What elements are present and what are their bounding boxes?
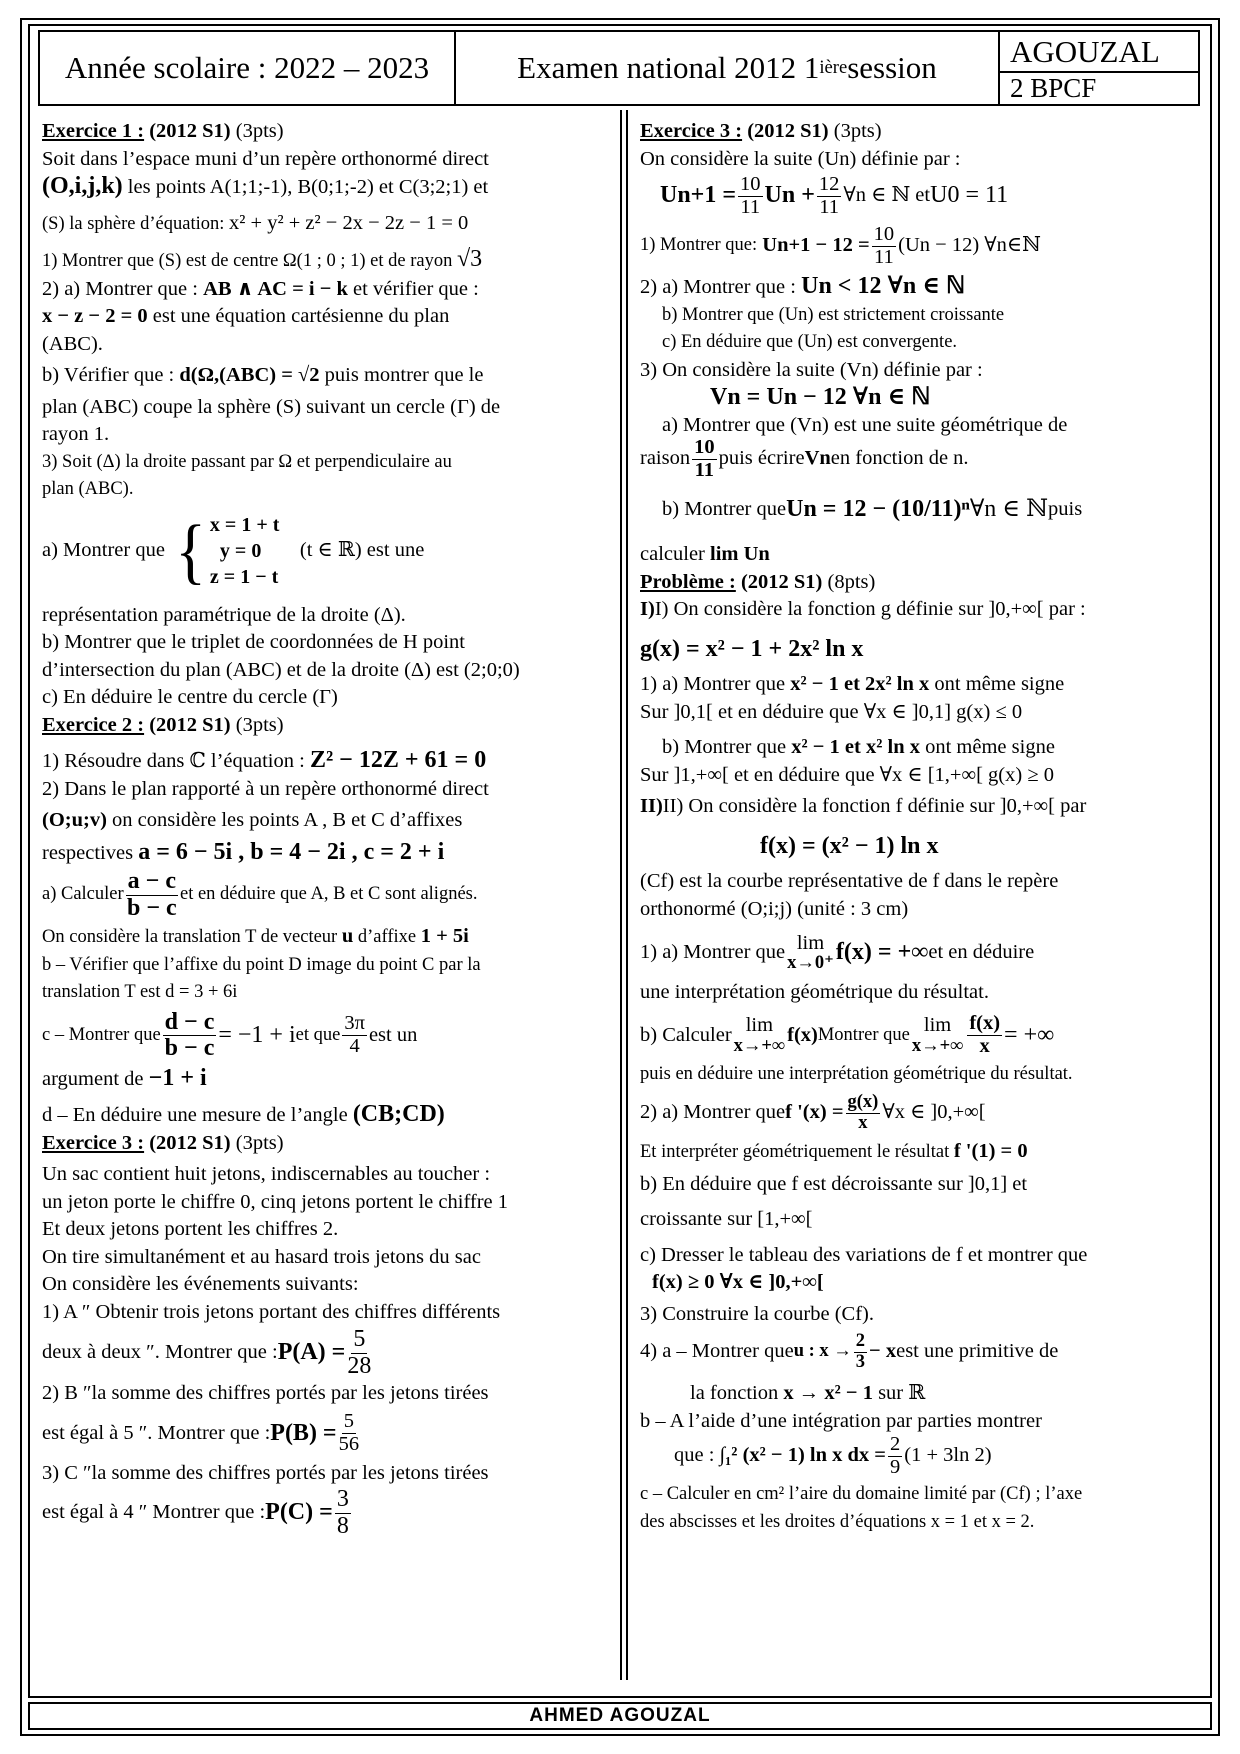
text-line: rayon 1. (42, 423, 110, 445)
text-line: 1) a) Montrer que lim x→0⁺ f(x) = +∞ et en déduire (640, 931, 1035, 974)
text-line: d – En déduire une mesure de l’angle (CB;CD) (42, 1101, 445, 1127)
text-line: 2) a) Montrer que : AB ∧ AC = i − k et vérifier que : (42, 277, 479, 300)
text-line: 1) Résoudre dans ℂ l’équation : Z² − 12Z + 61 = 0 (42, 747, 487, 773)
text-line: d’intersection du plan (ABC) et de la droite (Δ) est (2;0;0) (42, 658, 520, 681)
text-line: 1) a) Montrer que x² − 1 et 2x² ln x ont même signe (640, 673, 1065, 695)
text-line: b) Montrer que x² − 1 et x² ln x ont même signe (662, 736, 1055, 758)
exercise-3-right-title: Exercice 3 : (2012 S1) (3pts) (640, 120, 882, 142)
text-line: On considère la suite (Un) définie par : (640, 147, 961, 170)
text-line: (O;u;v) on considère les points A , B et C d’affixes (42, 809, 463, 831)
text-line: b) Calculer lim x→+∞ f(x) Montrer que lim x→+∞ $\frac{f(x)}{x}$ = +∞ (640, 1012, 1055, 1057)
text-line: 3) On considère la suite (Vn) définie par : (640, 358, 983, 381)
text-line: (O,i,j,k) les points A(1;1;-1), B(0;1;-2) et C(3;2;1) et (42, 173, 489, 199)
text-line: b) Montrer que (Un) est strictement croissante (662, 304, 1005, 325)
exam-title: Examen national 2012 1 ière session (456, 32, 1000, 104)
function-g: g(x) = x² − 1 + 2x² ln x (640, 635, 864, 662)
text-line: (Cf) est la courbe représentative de f dans le repère (640, 870, 1059, 892)
author-name: AGOUZAL (1000, 32, 1198, 73)
text-line: 3) C ″la somme des chiffres portés par les jetons tirées (42, 1461, 489, 1484)
text-line: On tire simultanément et au hasard trois jetons du sac (42, 1245, 481, 1268)
text-line: deux à deux ″. Montrer que : P(A) = $\frac{5}{28}$ (42, 1326, 372, 1379)
text-line: b) En déduire que f est décroissante sur ]0,1] et (640, 1172, 1028, 1195)
text-line: 2) Dans le plan rapporté à un repère orthonormé direct (42, 777, 489, 800)
text-line: plan (ABC). (42, 479, 134, 499)
school-year: Année scolaire : 2022 – 2023 (40, 32, 456, 104)
text-line: c) En déduire que (Un) est convergente. (662, 332, 958, 352)
problem-title: Problème : (2012 S1) (8pts) (640, 570, 876, 593)
function-f: f(x) = (x² − 1) ln x (760, 832, 939, 859)
text-line: est égal à 5 ″. Montrer que : P(B) = $\frac{5}{56}$ (42, 1410, 360, 1455)
text-line: 3) Construire la courbe (Cf). (640, 1302, 874, 1325)
text-line: respectives a = 6 − 5i , b = 4 − 2i , c = 2 + i (42, 838, 445, 865)
text-line: 4) a – Montrer que u : x → $\frac{2}{3}$ − x est une primitive de (640, 1331, 1059, 1372)
text-line: c – Calculer en cm² l’aire du domaine limité par (Cf) ; l’axe (640, 1484, 1083, 1504)
parametric-system: a) Montrer que { x = 1 + t y = 0 z = 1 − t (t ∈ ℝ) est une (42, 509, 425, 591)
text-line: un jeton porte le chiffre 0, cinq jetons portent le chiffre 1 (42, 1190, 509, 1213)
footer-author: AHMED AGOUZAL (28, 1702, 1212, 1730)
text-line: translation T est d = 3 + 6i (42, 982, 238, 1002)
text-line: a) Montrer que (Vn) est une suite géométrique de (662, 413, 1068, 436)
text-line: Un+1 = $\frac{10}{11}$ Un + $\frac{12}{11}$ ∀n ∈ ℕ et U0 = 11 (660, 172, 1009, 218)
text-line: Sur ]1,+∞[ et en déduire que ∀x ∈ [1,+∞[ g(x) ≥ 0 (640, 763, 1054, 786)
text-line: x − z − 2 = 0 est une équation cartésienne du plan (42, 305, 450, 327)
text-line: calculer lim Un (640, 543, 770, 565)
text-line: Vn = Un − 12 ∀n ∈ ℕ (710, 384, 931, 410)
text-line: b – A l’aide d’une intégration par parties montrer (640, 1409, 1042, 1432)
text-line: représentation paramétrique de la droite (Δ). (42, 603, 406, 626)
text-line: b) Montrer que Un = 12 − (10/11)ⁿ ∀n ∈ ℕ puis (662, 496, 1083, 523)
text-line: b) Montrer que le triplet de coordonnées de H point (42, 631, 465, 653)
text-line: Et deux jetons portent les chiffres 2. (42, 1218, 339, 1240)
text-line: argument de −1 + i (42, 1064, 207, 1091)
header (38, 30, 1200, 106)
text-line: I)I) On considère la fonction g définie sur ]0,+∞[ par : (640, 598, 1086, 620)
text-line: 1) Montrer que (S) est de centre Ω(1 ; 0 ; 1) et de rayon √3 (42, 246, 483, 272)
text-line: 2) a) Montrer que : Un < 12 ∀n ∈ ℕ (640, 273, 966, 299)
text-line: Et interpréter géométriquement le résultat f '(1) = 0 (640, 1140, 1028, 1162)
text-line: On considère la translation T de vecteur u d’affixe 1 + 5i (42, 925, 469, 947)
left-column (30, 110, 622, 1680)
text-line: f(x) ≥ 0 ∀x ∈ ]0,+∞[ (652, 1271, 824, 1293)
text-line: 1) Montrer que: Un+1 − 12 = $\frac{10}{11}$ (Un − 12) ∀n∈ℕ (640, 222, 1041, 268)
text-line: 2) a) Montrer que f '(x) = $\frac{g(x)}{x}$ ∀x ∈ ]0,+∞[ (640, 1092, 986, 1133)
text-line: Soit dans l’espace muni d’un repère orthonormé direct (42, 147, 489, 170)
text-line: que : ∫₁² (x² − 1) ln x dx = $\frac{2}{9}$ (1 + 3ln 2) (674, 1432, 992, 1478)
text-line: raison $\frac{10}{11}$ puis écrire Vn en fonction de n. (640, 435, 969, 481)
text-line: 3) Soit (Δ) la droite passant par Ω et perpendiculaire au (42, 451, 452, 472)
text-line: orthonormé (O;i;j) (unité : 3 cm) (640, 897, 909, 920)
text-line: puis en déduire une interprétation géométrique du résultat. (640, 1063, 1073, 1084)
exercise-1-title: Exercice 1 : (2012 S1) (3pts) (42, 120, 284, 142)
text-line: une interprétation géométrique du résultat. (640, 981, 989, 1003)
text-line: croissante sur [1,+∞[ (640, 1208, 813, 1230)
text-line: c) Dresser le tableau des variations de f et montrer que (640, 1243, 1088, 1266)
text-line: Sur ]0,1[ et en déduire que ∀x ∈ ]0,1] g(x) ≤ 0 (640, 700, 1023, 723)
text-line: b) Vérifier que : d(Ω,(ABC) = √2 puis montrer que le (42, 364, 484, 386)
text-line: est égal à 4 ″ Montrer que : P(C) = $\frac{3}{8}$ (42, 1486, 349, 1539)
text-line: la fonction x → x² − 1 sur ℝ (690, 1382, 926, 1404)
text-line: b – Vérifier que l’affixe du point D image du point C par la (42, 954, 481, 975)
text-line: 2) B ″la somme des chiffres portés par les jetons tirées (42, 1382, 489, 1404)
text-line: On considère les événements suivants: (42, 1273, 359, 1295)
exercise-2-title: Exercice 2 : (2012 S1) (3pts) (42, 713, 284, 736)
exercise-3-title: Exercice 3 : (2012 S1) (3pts) (42, 1131, 284, 1154)
text-line: des abscisses et les droites d’équations x = 1 et x = 2. (640, 1511, 1035, 1532)
text-line: c – Montrer que $\frac{d - c}{b - c}$ = −1 + i et que $\frac{3\pi}{4}$ est un (42, 1008, 418, 1061)
text-line: c) En déduire le centre du cercle (Γ) (42, 686, 338, 708)
class-name: 2 BPCF (1010, 73, 1097, 103)
text-line: 1) A ″ Obtenir trois jetons portant des chiffres différents (42, 1300, 501, 1323)
text-line: a) Calculer $\frac{a - c}{b - c}$ et en déduire que A, B et C sont alignés. (42, 868, 478, 921)
text-line: (ABC). (42, 332, 103, 355)
text-line: (S) la sphère d’équation: x² + y² + z² − 2x − 2z − 1 = 0 (42, 211, 469, 234)
text-line: Un sac contient huit jetons, indiscernables au toucher : (42, 1163, 491, 1185)
text-line: plan (ABC) coupe la sphère (S) suivant un cercle (Γ) de (42, 395, 501, 418)
right-column (626, 110, 1210, 1680)
text-line: II)II) On considère la fonction f définie sur ]0,+∞[ par (640, 795, 1087, 817)
